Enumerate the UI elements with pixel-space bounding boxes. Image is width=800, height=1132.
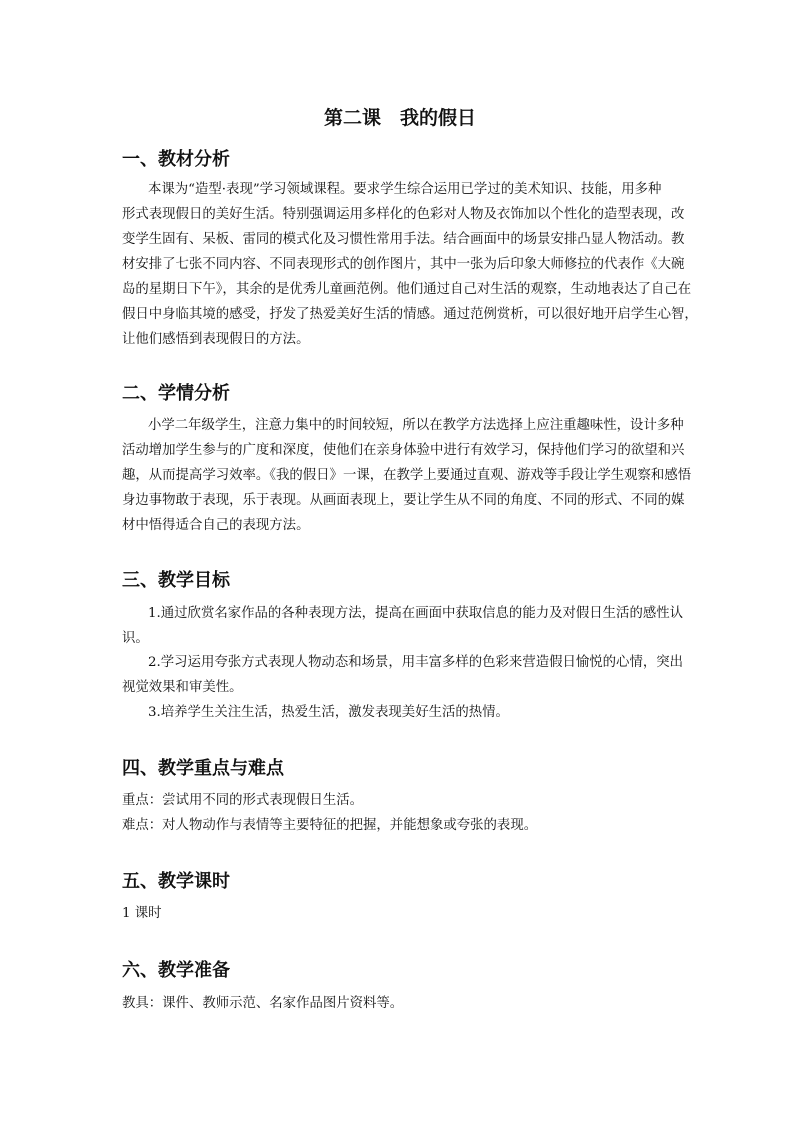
paragraph-line: 难点：对人物动作与表情等主要特征的把握，并能想象或夸张的表现。 [122, 818, 538, 833]
paragraph-line: 1.通过欣赏名家作品的各种表现方法，提高在画面中获取信息的能力及对假日生活的感性认 [148, 606, 684, 621]
paragraph-line: 形式表现假日的美好生活。特别强调运用多样化的色彩对人物及衣饰加以个性化的造型表现，改 [122, 207, 685, 222]
paragraph-line: 材中悟得适合自己的表现方法。 [122, 518, 310, 533]
paragraph-line: 材安排了七张不同内容、不同表现形式的创作图片，其中一张为后印象大师修拉的代表作《大碗 [122, 257, 685, 272]
paragraph-line: 2.学习运用夸张方式表现人物动态和场景，用丰富多样的色彩来营造假日愉悦的心情，突出 [148, 655, 684, 670]
paragraph-line: 小学二年级学生，注意力集中的时间较短，所以在教学方法选择上应注重趣味性，设计多种 [148, 418, 684, 433]
paragraph-line: 趣，从而提高学习效率。《我的假日》一课，在教学上要通过直观、游戏等手段让学生观察和感悟 [122, 468, 692, 483]
paragraph-line: 假日中身临其境的感受，抒发了热爱美好生活的情感。通过范例赏析，可以很好地开启学生心智， [122, 307, 698, 322]
section-heading-preparation: 六、教学准备 [122, 960, 230, 981]
paragraph-line: 身边事物敢于表现，乐于表现。从画面表现上，要让学生从不同的角度、不同的形式、不同的媒 [122, 493, 685, 508]
section-heading-learner-analysis: 二、学情分析 [122, 383, 230, 404]
paragraph-line: 活动增加学生参与的广度和深度，使他们在亲身体验中进行有效学习，保持他们学习的欲望和兴 [122, 443, 685, 458]
paragraph-line: 视觉效果和审美性。 [122, 680, 243, 695]
section-heading-teaching-goals: 三、教学目标 [122, 570, 230, 591]
section-heading-textbook-analysis: 一、教材分析 [122, 149, 230, 170]
section-heading-key-points: 四、教学重点与难点 [122, 758, 284, 779]
page-title: 第二课 我的假日 [323, 107, 476, 129]
paragraph-line: 岛的星期日下午》，其余的是优秀儿童画范例。他们通过自己对生活的观察，生动地表达了自己在 [122, 282, 692, 297]
paragraph-line: 教具：课件、教师示范、名家作品图片资料等。 [122, 996, 404, 1011]
section-heading-class-hours: 五、教学课时 [122, 871, 230, 892]
paragraph-line: 识。 [122, 631, 149, 646]
paragraph-line: 3.培养学生关注生活，热爱生活，激发表现美好生活的热情。 [148, 705, 509, 720]
paragraph-line: 让他们感悟到表现假日的方法。 [122, 332, 310, 347]
paragraph-line: 重点：尝试用不同的形式表现假日生活。 [122, 793, 364, 808]
paragraph-line: 1 课时 [122, 906, 162, 921]
paragraph-line: 变学生固有、呆板、雷同的模式化及习惯性常用手法。结合画面中的场景安排凸显人物活动。教 [122, 232, 685, 247]
paragraph-line: 本课为“造型·表现”学习领域课程。要求学生综合运用已学过的美术知识、技能，用多种 [148, 182, 662, 197]
